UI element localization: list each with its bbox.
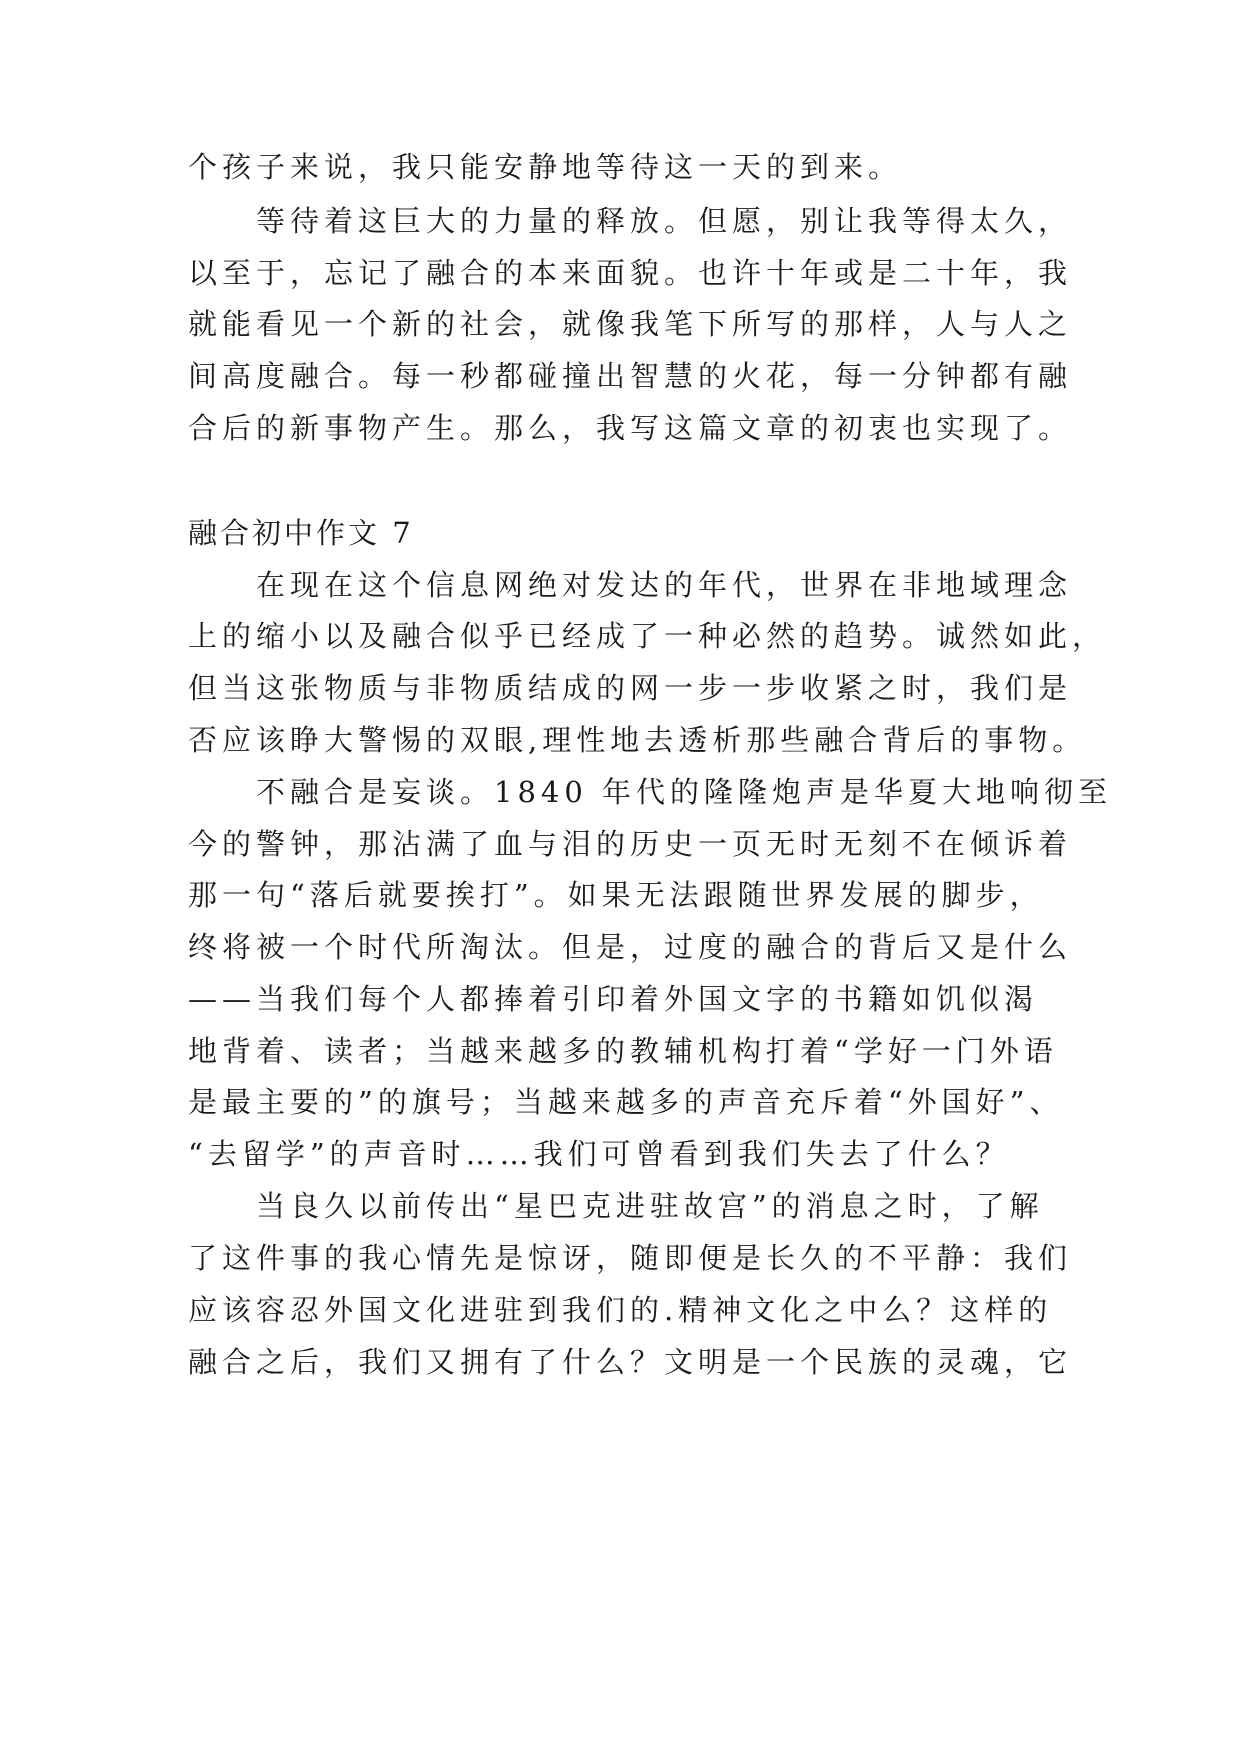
text-line: 间高度融合。每一秒都碰撞出智慧的火花，每一分钟都有融 (188, 359, 1073, 393)
text-line: 终将被一个时代所淘汰。但是，过度的融合的背后又是什么 (188, 930, 1073, 964)
text-line: 融合之后，我们又拥有了什么？文明是一个民族的灵魂，它 (188, 1345, 1073, 1379)
text-line: “去留学”的声音时……我们可曾看到我们失去了什么？ (188, 1137, 1010, 1171)
text-line: ——当我们每个人都捧着引印着外国文字的书籍如饥似渴 (188, 982, 1039, 1016)
text-line: 是最主要的”的旗号；当越来越多的声音充斥着“外国好”、 (188, 1085, 1064, 1119)
text-line: 以至于，忘记了融合的本来面貌。也许十年或是二十年，我 (188, 256, 1073, 290)
text-line: 在现在这个信息网绝对发达的年代，世界在非地域理念 (256, 568, 1073, 602)
text-line: 就能看见一个新的社会，就像我笔下所写的那样，人与人之 (188, 307, 1073, 341)
text-line: 那一句“落后就要挨打”。如果无法跟随世界发展的脚步， (188, 878, 1044, 912)
text-line: 上的缩小以及融合似乎已经成了一种必然的趋势。诚然如此， (188, 619, 1107, 653)
section-heading: 融合初中作文 7 (188, 516, 414, 550)
text-line: 等待着这巨大的力量的释放。但愿，别让我等得太久， (256, 204, 1073, 238)
text-line: 了这件事的我心情先是惊讶，随即便是长久的不平静：我们 (188, 1241, 1073, 1275)
text-line: 但当这张物质与非物质结成的网一步一步收紧之时，我们是 (188, 671, 1073, 705)
text-line: 地背着、读者；当越来越多的教辅机构打着“学好一门外语 (188, 1034, 1058, 1068)
text-line: 合后的新事物产生。那么，我写这篇文章的初衷也实现了。 (188, 411, 1073, 445)
text-line: 不融合是妄谈。1840 年代的隆隆炮声是华夏大地响彻至 (256, 775, 1113, 809)
text-line: 应该容忍外国文化进驻到我们的.精神文化之中么？这样的 (188, 1293, 1053, 1327)
text-line: 今的警钟，那沾满了血与泪的历史一页无时无刻不在倾诉着 (188, 827, 1073, 861)
text-line: 当良久以前传出“星巴克进驻故宫”的消息之时，了解 (256, 1189, 1044, 1223)
text-line: 否应该睁大警惕的双眼,理性地去透析那些融合背后的事物。 (188, 723, 1087, 757)
text-line: 个孩子来说，我只能安静地等待这一天的到来。 (188, 150, 903, 184)
